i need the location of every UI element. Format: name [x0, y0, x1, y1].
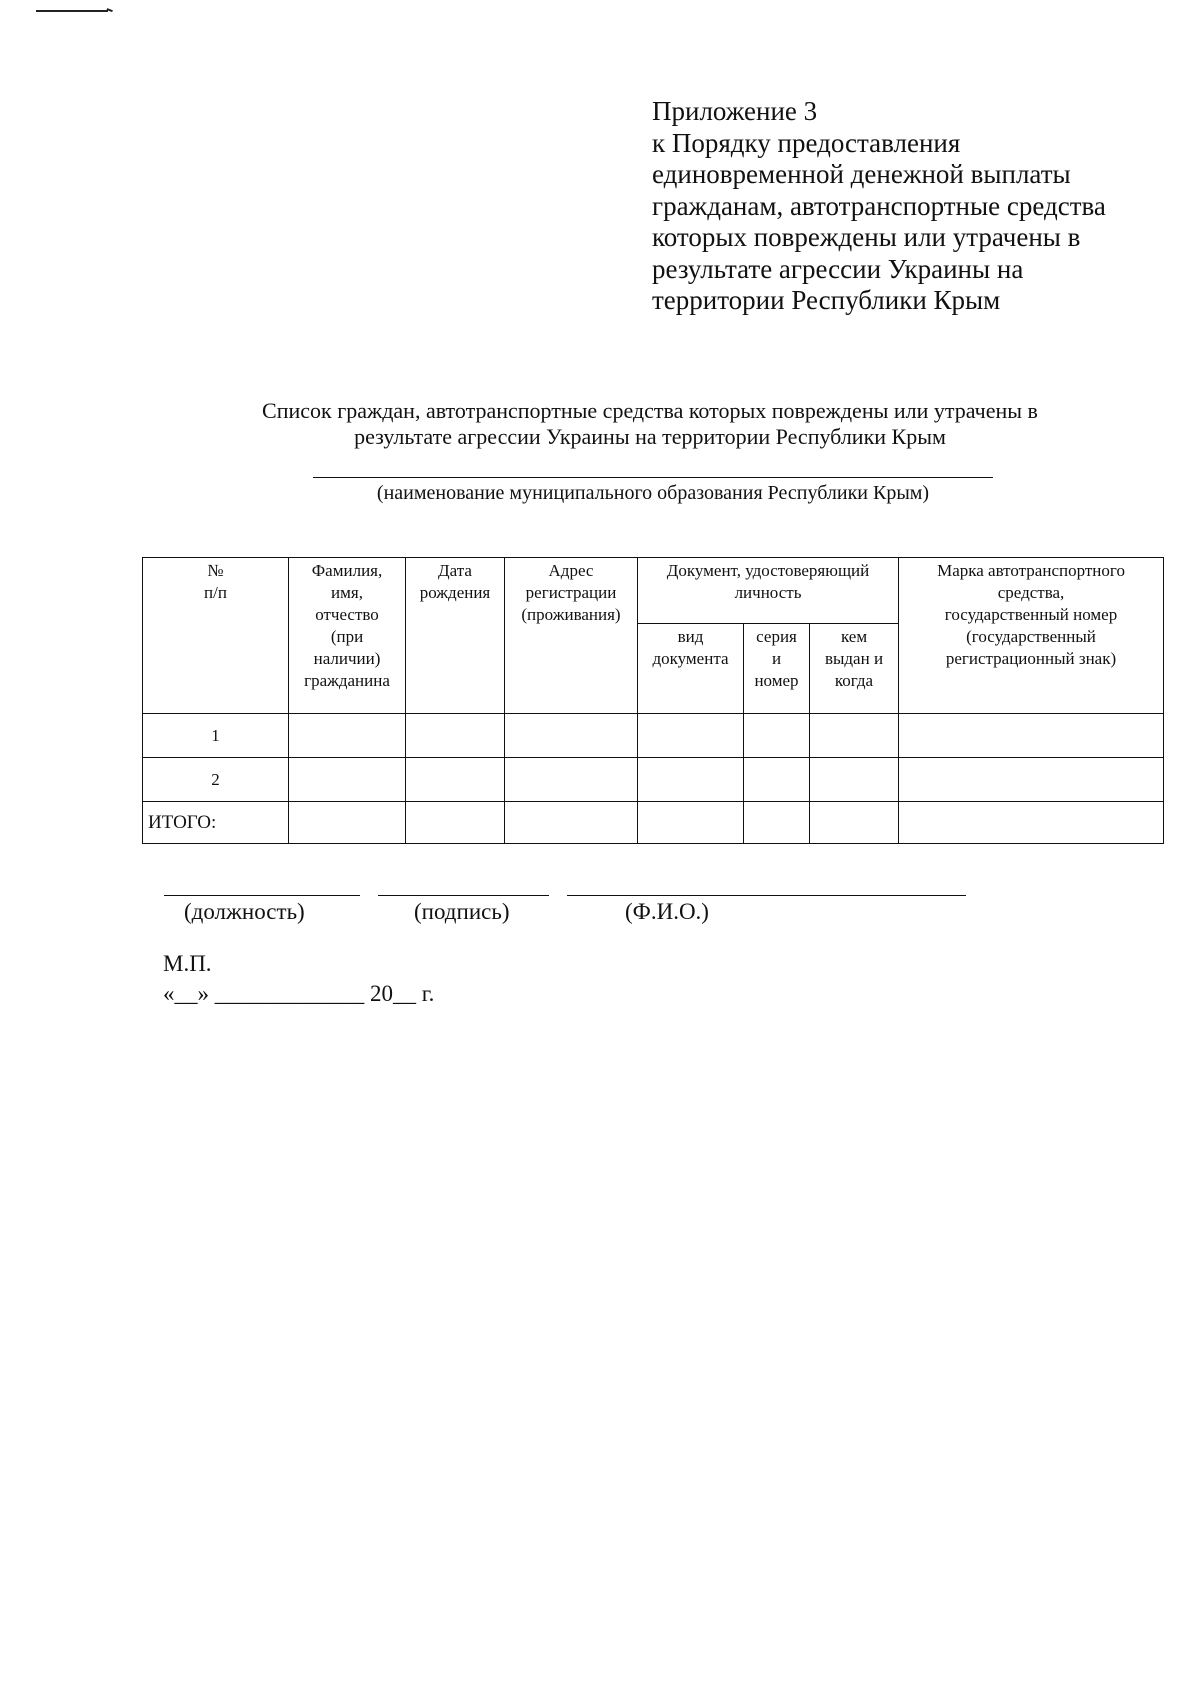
- table-cell: [810, 758, 899, 802]
- table-cell: [406, 714, 505, 758]
- table-cell: [638, 714, 744, 758]
- appendix-line: которых повреждены или утрачены в: [652, 222, 1081, 252]
- table-cell: [744, 802, 810, 844]
- header-document-series: серия и номер: [744, 624, 810, 714]
- fio-caption: (Ф.И.О.): [625, 899, 709, 924]
- appendix-line: результате агрессии Украины на: [652, 253, 1024, 284]
- header-address: Адрес регистрации (проживания): [505, 558, 638, 714]
- header-document-type: вид документа: [638, 624, 744, 714]
- table-cell: [899, 714, 1164, 758]
- table-cell: [744, 714, 810, 758]
- appendix-header: [652, 96, 1172, 317]
- position-fill-line: [164, 895, 360, 896]
- header-vehicle: Марка автотранспортного средства, государственный номер (государственный регистрационный знак): [899, 558, 1164, 714]
- table-cell: [899, 758, 1164, 802]
- signature-fill-line: [378, 895, 549, 896]
- table-cell: [289, 758, 406, 802]
- table-cell: [638, 758, 744, 802]
- title-line-1: Список граждан, автотранспортные средства которых повреждены или утрачены в: [262, 398, 1038, 423]
- header-full-name: Фамилия, имя, отчество (при наличии) гражданина: [289, 558, 406, 714]
- appendix-line: единовременной денежной выплаты: [652, 159, 1071, 189]
- corner-mark: [36, 10, 108, 12]
- signature-caption: (подпись): [414, 899, 510, 924]
- table-row: [143, 714, 1164, 758]
- header-birth-date: Дата рождения: [406, 558, 505, 714]
- document-title: [140, 398, 1160, 450]
- row-number: 1: [143, 714, 289, 758]
- table-cell: [406, 802, 505, 844]
- appendix-line: к Порядку предоставления: [652, 127, 961, 158]
- table-cell: [810, 802, 899, 844]
- fio-fill-line: [567, 895, 966, 896]
- header-document-issued: кем выдан и когда: [810, 624, 899, 714]
- table-row: [143, 758, 1164, 802]
- citizens-table: [142, 557, 1164, 844]
- row-number: 2: [143, 758, 289, 802]
- header-number: № п/п: [143, 558, 289, 714]
- table-cell: [638, 802, 744, 844]
- municipality-caption: (наименование муниципального образования Республики Крым): [376, 482, 930, 504]
- table-cell: [505, 714, 638, 758]
- table-cell: [810, 714, 899, 758]
- stamp-place: М.П.: [163, 951, 212, 976]
- municipality-fill-line: [313, 477, 993, 478]
- table-cell: [406, 758, 505, 802]
- total-label: ИТОГО:: [143, 802, 289, 844]
- title-line-2: результате агрессии Украины на территории Республики Крым: [354, 424, 946, 449]
- date-line: «__» _____________ 20__ г.: [163, 981, 435, 1006]
- header-identity-document: Документ, удостоверяющий личность: [638, 558, 899, 624]
- appendix-line: территории Республики Крым: [652, 285, 1001, 315]
- appendix-line: гражданам, автотранспортные средства: [652, 190, 1106, 221]
- table-cell: [289, 802, 406, 844]
- table-cell: [289, 714, 406, 758]
- table-total-row: [143, 802, 1164, 844]
- table-cell: [899, 802, 1164, 844]
- appendix-line: Приложение 3: [652, 96, 818, 126]
- position-caption: (должность): [184, 899, 305, 924]
- table-cell: [505, 758, 638, 802]
- table-cell: [744, 758, 810, 802]
- table-cell: [505, 802, 638, 844]
